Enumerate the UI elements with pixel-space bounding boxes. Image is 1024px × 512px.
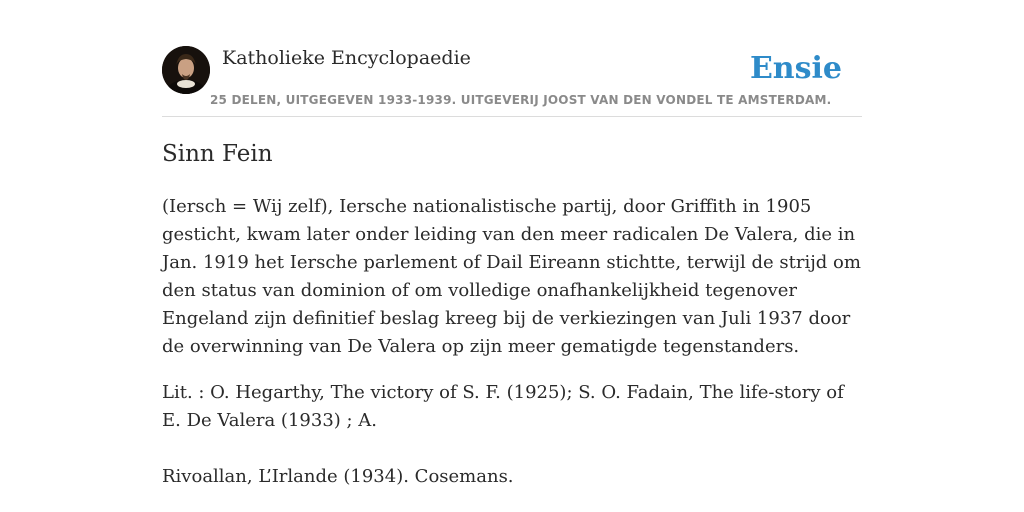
article-title: Sinn Fein [162, 141, 273, 167]
portrait-avatar-icon[interactable] [162, 46, 210, 94]
article [162, 138, 862, 509]
article-paragraph: Rivoallan, L’Irlande (1934). Cosemans. [162, 466, 514, 487]
site-title[interactable]: Katholieke Encyclopaedie [222, 47, 471, 69]
article-paragraph: (Iersch = Wij zelf), Iersche nationalistische partij, door Griffith in 1905 gesticht, kwam later onder leiding van den meer radicalen De Valera, die in Jan. 1919 het Iersche parlement of Dail Eireann stichtte, terwijl de strijd om den status van dominion of om volledige onafhankelijkheid tegenover Engeland zijn definitief beslag kreeg bij de verkiezingen van Juli 1937 door de overwinning van De Valera op zijn meer gematigde tegenstanders. [162, 196, 861, 357]
site-subtitle: 25 DELEN, UITGEGEVEN 1933-1939. UITGEVERIJ JOOST VAN DEN VONDEL TE AMSTERDAM. [210, 93, 832, 107]
ensie-logo-link[interactable]: Ensie [749, 51, 842, 86]
header [162, 46, 862, 117]
article-paragraph: Lit. : O. Hegarthy, The victory of S. F. (1925); S. O. Fadain, The life-story of E. De Valera (1933) ; A. [162, 382, 844, 431]
